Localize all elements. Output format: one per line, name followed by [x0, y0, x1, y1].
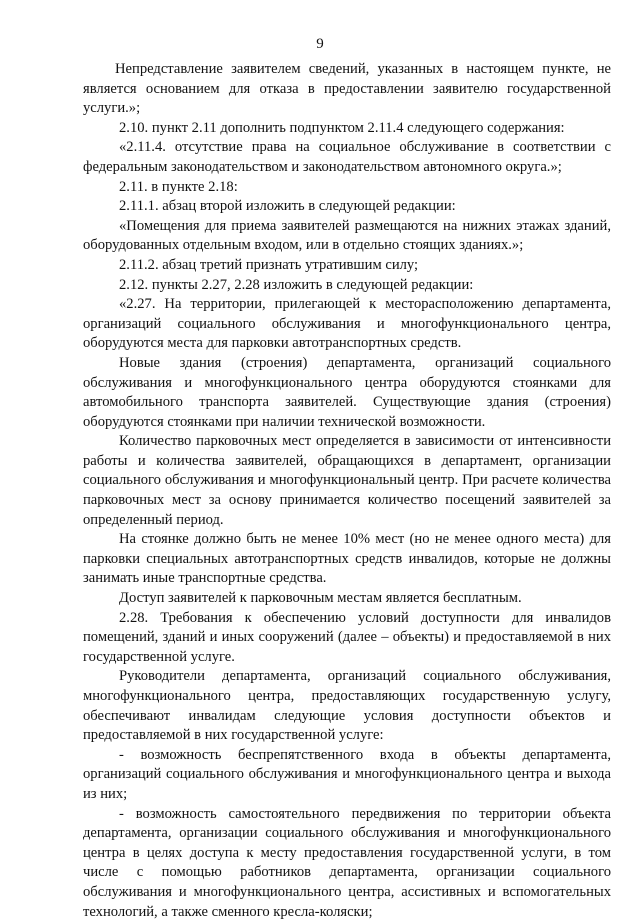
paragraph: «Помещения для приема заявителей размещаются на нижних этажах зданий, оборудованных отдельным входом, или в отдельно стоящих зданиях.»;: [83, 217, 611, 254]
paragraph: - возможность беспрепятственного входа в объекты департамента, организаций социального обслуживания и многофункционального центра и выхода из них;: [83, 746, 611, 802]
paragraph: 2.12. пункты 2.27, 2.28 изложить в следующей редакции:: [119, 276, 474, 293]
paragraph: Новые здания (строения) департамента, организаций социального обслуживания и многофункционального центра оборудуются стоянками для автомобильного транспорта заявителей. Существующие здания (строения) оборудуются стоянками при наличии технической возможности.: [83, 354, 611, 430]
paragraph: 2.11. в пункте 2.18:: [119, 178, 238, 195]
paragraph: - возможность самостоятельного передвижения по территории объекта департамента, организации социального обслуживания и многофункционального центра в целях доступа к месту предоставления государственной услуги, в том числе с помощью работников департамента, организации социального обслуживания и многофункционального центра, ассистивных и вспомогательных технологий, а также сменного кресла-коляски;: [83, 805, 611, 920]
paragraph: «2.11.4. отсутствие права на социальное обслуживание в соответствии с федеральным законодательством и законодательством автономного округа.»;: [83, 139, 611, 175]
paragraph: 2.28. Требования к обеспечению условий доступности для инвалидов помещений, зданий и иных сооружений (далее – объекты) и предоставляемой в них государственной услуге.: [83, 609, 611, 665]
document-body: [83, 60, 611, 922]
paragraph: 2.11.1. абзац второй изложить в следующей редакции:: [119, 198, 456, 215]
paragraph: «2.27. На территории, прилегающей к месторасположению департамента, организаций социального обслуживания и многофункционального центра, оборудуются места для парковки автотранспортных средств.: [83, 296, 611, 352]
paragraph: 2.11.2. абзац третий признать утратившим силу;: [119, 256, 419, 273]
paragraph: 2.10. пункт 2.11 дополнить подпунктом 2.11.4 следующего содержания:: [119, 119, 565, 136]
page-number: 9: [316, 36, 324, 52]
paragraph: На стоянке должно быть не менее 10% мест (но не менее одного места) для парковки специальных автотранспортных средств инвалидов, которые не должны занимать иные транспортные средства.: [83, 531, 611, 587]
paragraph: Доступ заявителей к парковочным местам является бесплатным.: [119, 590, 522, 607]
paragraph: Руководители департамента, организаций социального обслуживания, многофункционального центра, предоставляющих государственную услугу, обеспечивают инвалидам следующие условия доступности объектов и предоставляемой в них государственной услуге:: [83, 668, 611, 744]
paragraph: Непредставление заявителем сведений, указанных в настоящем пункте, не является основанием для отказа в предоставлении заявителю государственной услуги.»;: [83, 61, 611, 117]
paragraph: Количество парковочных мест определяется в зависимости от интенсивности работы и количества заявителей, обращающихся в департамент, организации социального обслуживания и многофункциональный центр. При расчете количества парковочных мест за основу принимается количество посещений заявителей за определенный период.: [83, 433, 611, 528]
